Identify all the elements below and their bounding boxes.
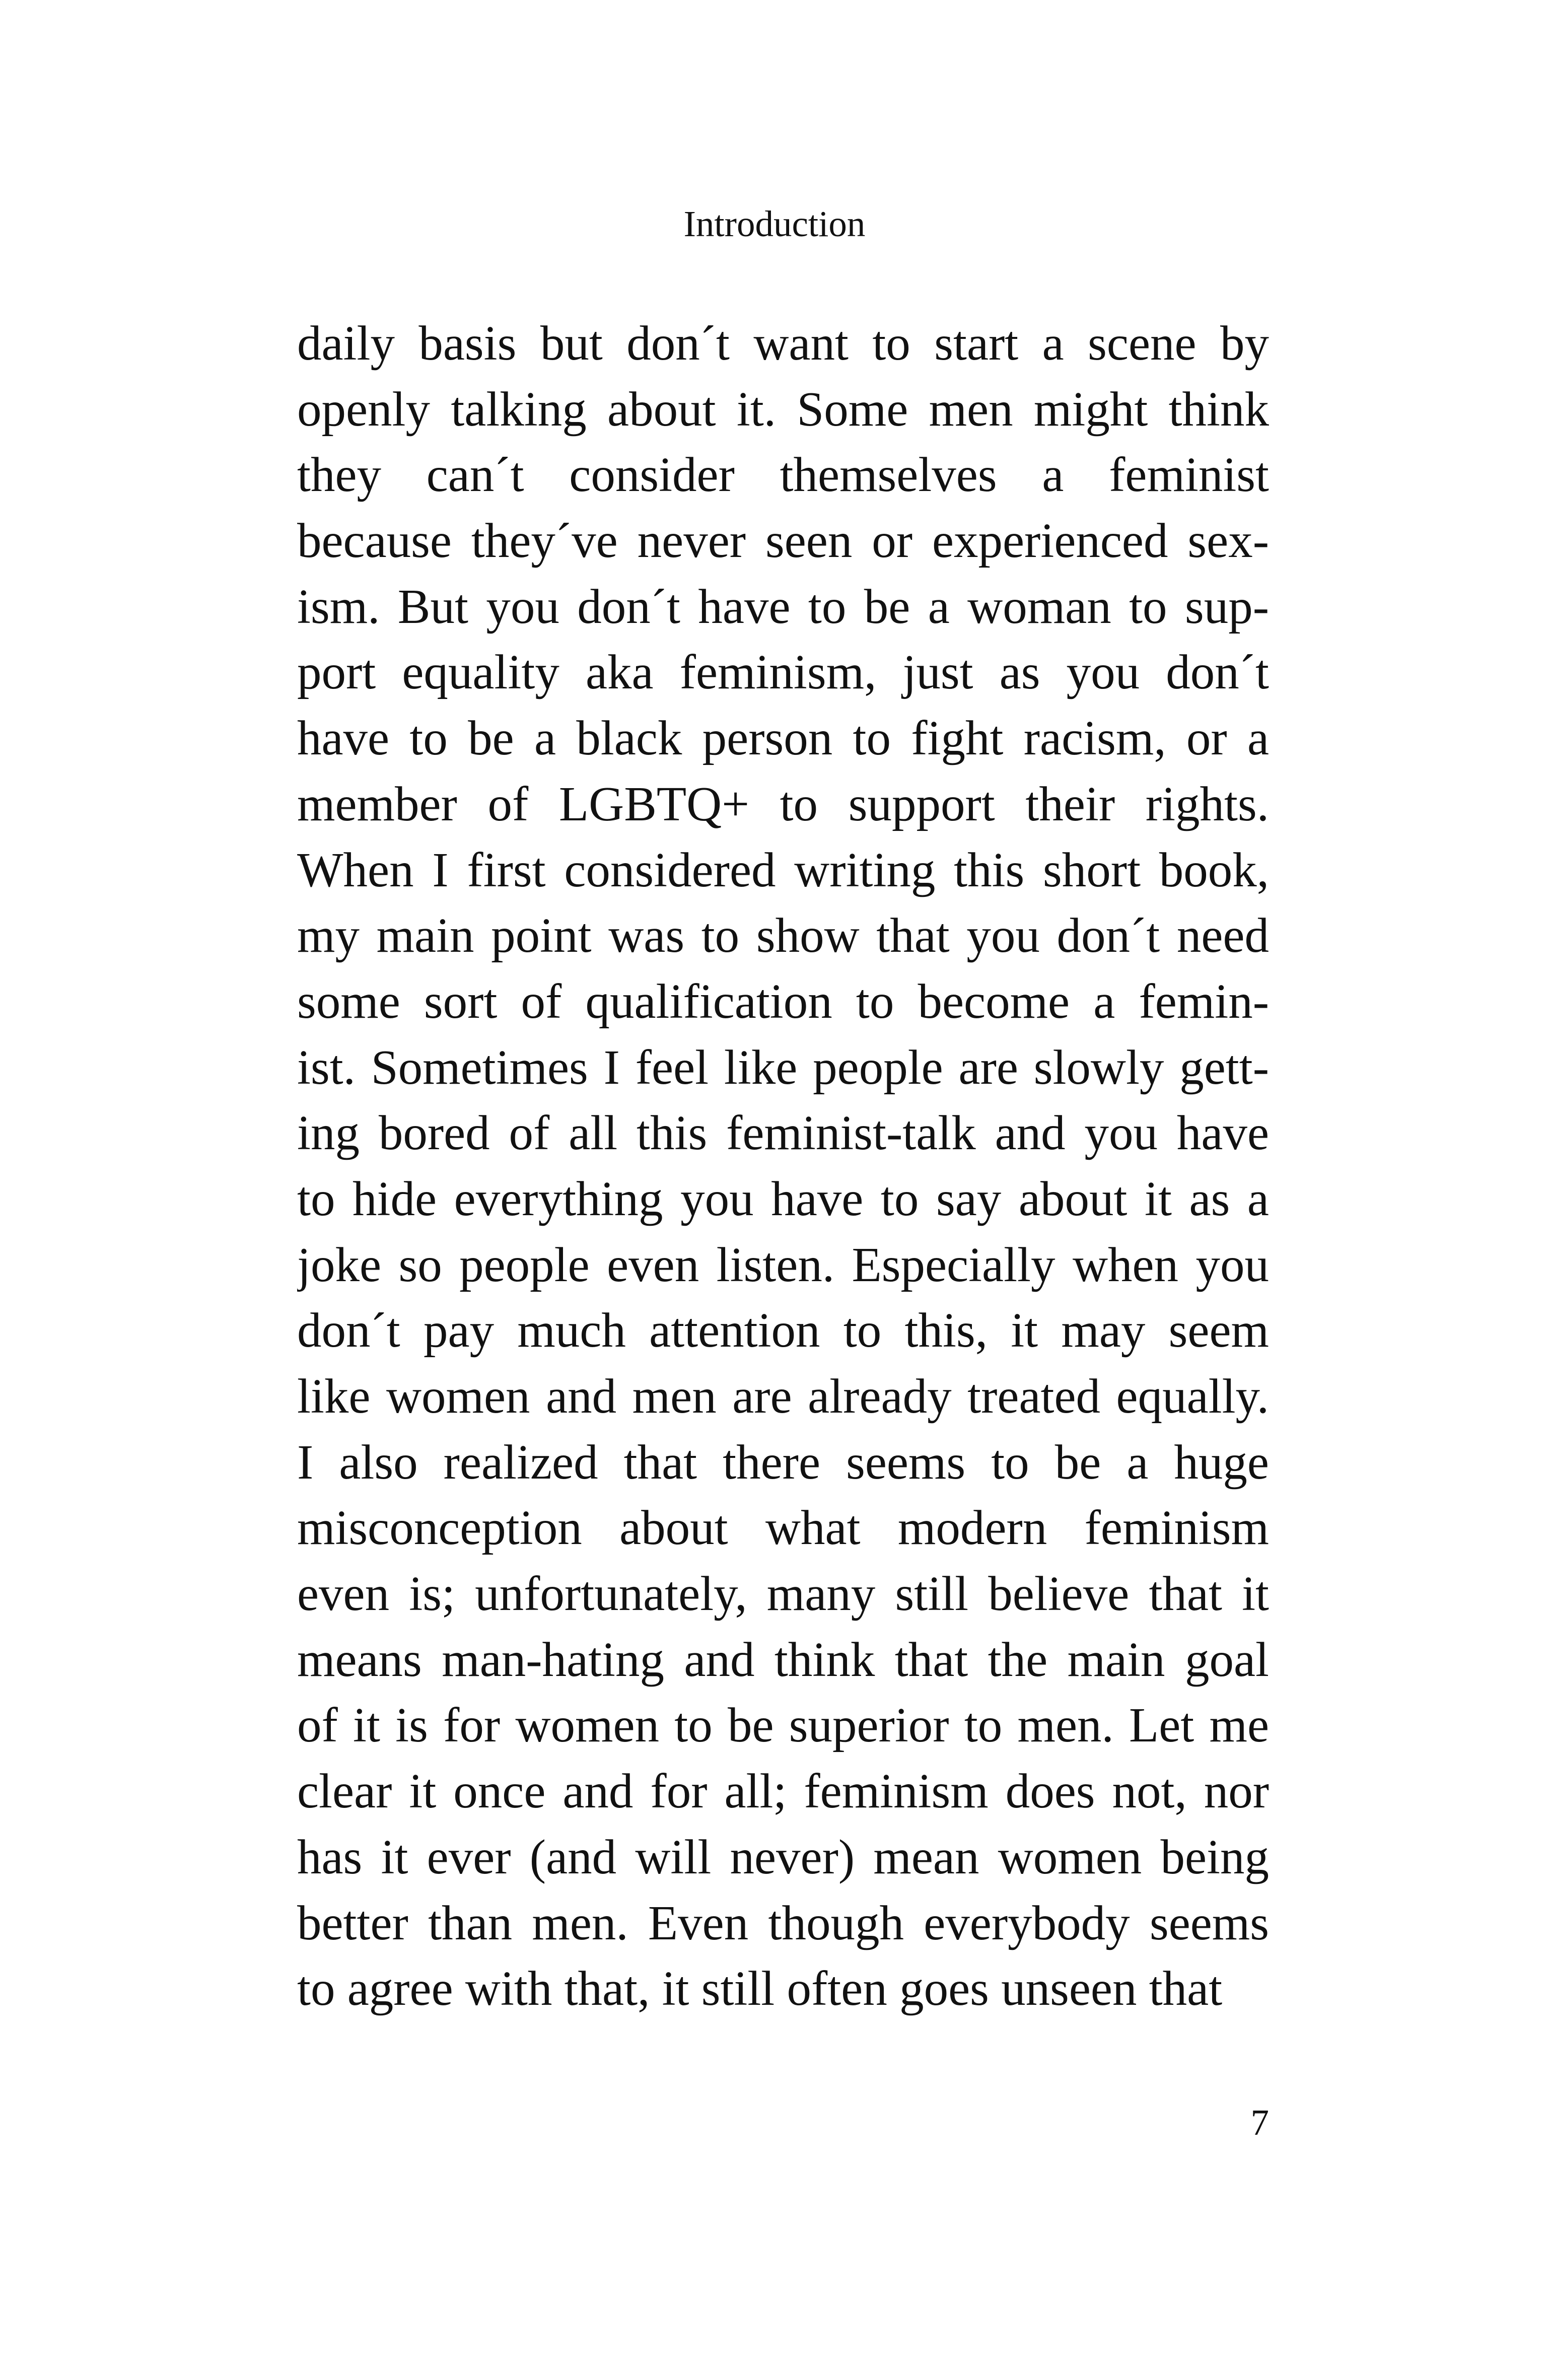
- text-line: port equality aka feminism, just as you don´t: [297, 645, 1269, 699]
- text-line: ist. Sometimes I feel like people are slowly gett-: [297, 1040, 1269, 1094]
- text-line: I also realized that there seems to be a huge: [297, 1435, 1269, 1489]
- text-line: daily basis but don´t want to start a scene by: [297, 316, 1269, 370]
- text-line: like women and men are already treated equally.: [297, 1369, 1269, 1423]
- text-line: to agree with that, it still often goes unseen that: [297, 1962, 1223, 2016]
- text-line: don´t pay much attention to this, it may seem: [297, 1303, 1269, 1358]
- text-line: to hide everything you have to say about it as a: [297, 1171, 1269, 1226]
- text-line: has it ever (and will never) mean women being: [297, 1830, 1269, 1884]
- text-line: clear it once and for all; feminism does not, nor: [297, 1764, 1269, 1818]
- body-paragraph: [297, 311, 1269, 2022]
- text-line: joke so people even listen. Especially when you: [297, 1237, 1269, 1292]
- text-line: because they´ve never seen or experienced sex-: [297, 514, 1269, 568]
- text-line: openly talking about it. Some men might think: [297, 382, 1269, 436]
- text-line: my main point was to show that you don´t need: [297, 908, 1269, 963]
- text-line: When I first considered writing this short book,: [297, 843, 1269, 897]
- text-line: they can´t consider themselves a feminist: [297, 448, 1269, 502]
- text-line: means man-hating and think that the main goal: [297, 1632, 1269, 1687]
- text-line: better than men. Even though everybody seems: [297, 1896, 1269, 1950]
- text-line: misconception about what modern feminism: [297, 1501, 1269, 1555]
- text-line: some sort of qualification to become a femin-: [297, 974, 1269, 1028]
- text-line: have to be a black person to fight racism, or a: [297, 711, 1269, 765]
- text-line: member of LGBTQ+ to support their rights.: [297, 777, 1269, 831]
- page-number: 7: [1250, 2102, 1269, 2143]
- text-line: ism. But you don´t have to be a woman to sup-: [297, 579, 1269, 634]
- running-header: Introduction: [683, 203, 866, 244]
- text-line: even is; unfortunately, many still believe that it: [297, 1567, 1269, 1621]
- text-line: of it is for women to be superior to men. Let me: [297, 1698, 1269, 1753]
- text-line: ing bored of all this feminist-talk and you have: [297, 1106, 1269, 1160]
